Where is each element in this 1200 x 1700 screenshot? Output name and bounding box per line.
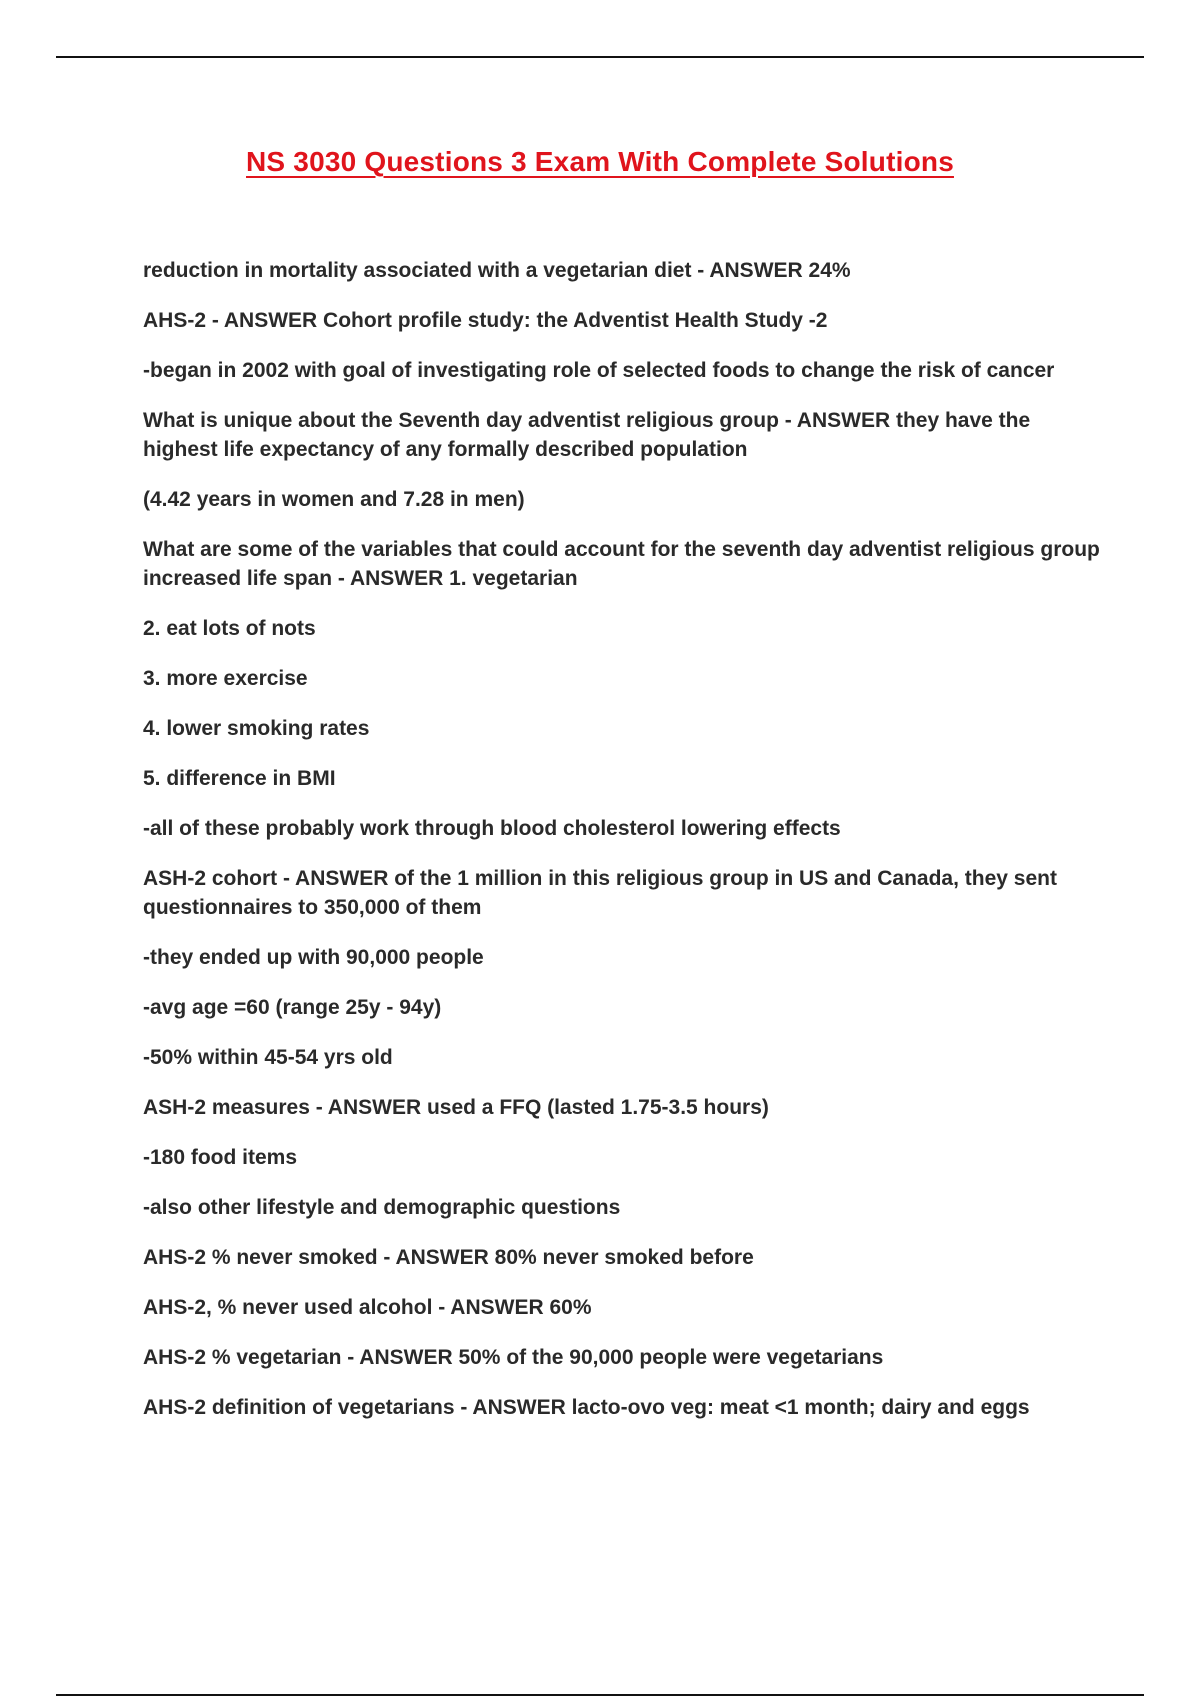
paragraph: AHS-2 % vegetarian - ANSWER 50% of the 90,000 people were vegetarians: [143, 1346, 884, 1369]
paragraph: What is unique about the Seventh day adventist religious group - ANSWER they have the highest life expectancy of any formally described population: [143, 409, 1031, 461]
paragraph: AHS-2 definition of vegetarians - ANSWER lacto-ovo veg: meat <1 month; dairy and eggs: [143, 1396, 1030, 1419]
paragraph: 5. difference in BMI: [143, 767, 336, 790]
paragraph: 2. eat lots of nots: [143, 617, 316, 640]
paragraph: -also other lifestyle and demographic questions: [143, 1196, 621, 1219]
paragraph: -180 food items: [143, 1146, 298, 1169]
top-rule: [56, 56, 1144, 58]
paragraph: 3. more exercise: [143, 667, 308, 690]
document-body: [143, 256, 1103, 1443]
paragraph: -they ended up with 90,000 people: [143, 946, 484, 969]
paragraph: AHS-2, % never used alcohol - ANSWER 60%: [143, 1296, 592, 1319]
paragraph: AHS-2 % never smoked - ANSWER 80% never smoked before: [143, 1246, 754, 1269]
bottom-rule: [56, 1694, 1144, 1696]
paragraph: ASH-2 cohort - ANSWER of the 1 million in this religious group in US and Canada, they sent questionnaires to 350,000 of them: [143, 867, 1057, 919]
paragraph: -avg age =60 (range 25y - 94y): [143, 996, 442, 1019]
paragraph: 4. lower smoking rates: [143, 717, 370, 740]
paragraph: -50% within 45-54 yrs old: [143, 1046, 393, 1069]
paragraph: ASH-2 measures - ANSWER used a FFQ (lasted 1.75-3.5 hours): [143, 1096, 769, 1119]
paragraph: -began in 2002 with goal of investigating role of selected foods to change the risk of cancer: [143, 359, 1055, 382]
paragraph: (4.42 years in women and 7.28 in men): [143, 488, 525, 511]
paragraph: reduction in mortality associated with a vegetarian diet - ANSWER 24%: [143, 259, 851, 282]
document-title-text: NS 3030 Questions 3 Exam With Complete Solutions: [246, 146, 954, 177]
document-title: [0, 146, 1200, 178]
paragraph: -all of these probably work through blood cholesterol lowering effects: [143, 817, 841, 840]
paragraph: What are some of the variables that could account for the seventh day adventist religious group increased life span - ANSWER 1. vegetarian: [143, 538, 1100, 590]
paragraph: AHS-2 - ANSWER Cohort profile study: the Adventist Health Study -2: [143, 309, 828, 332]
